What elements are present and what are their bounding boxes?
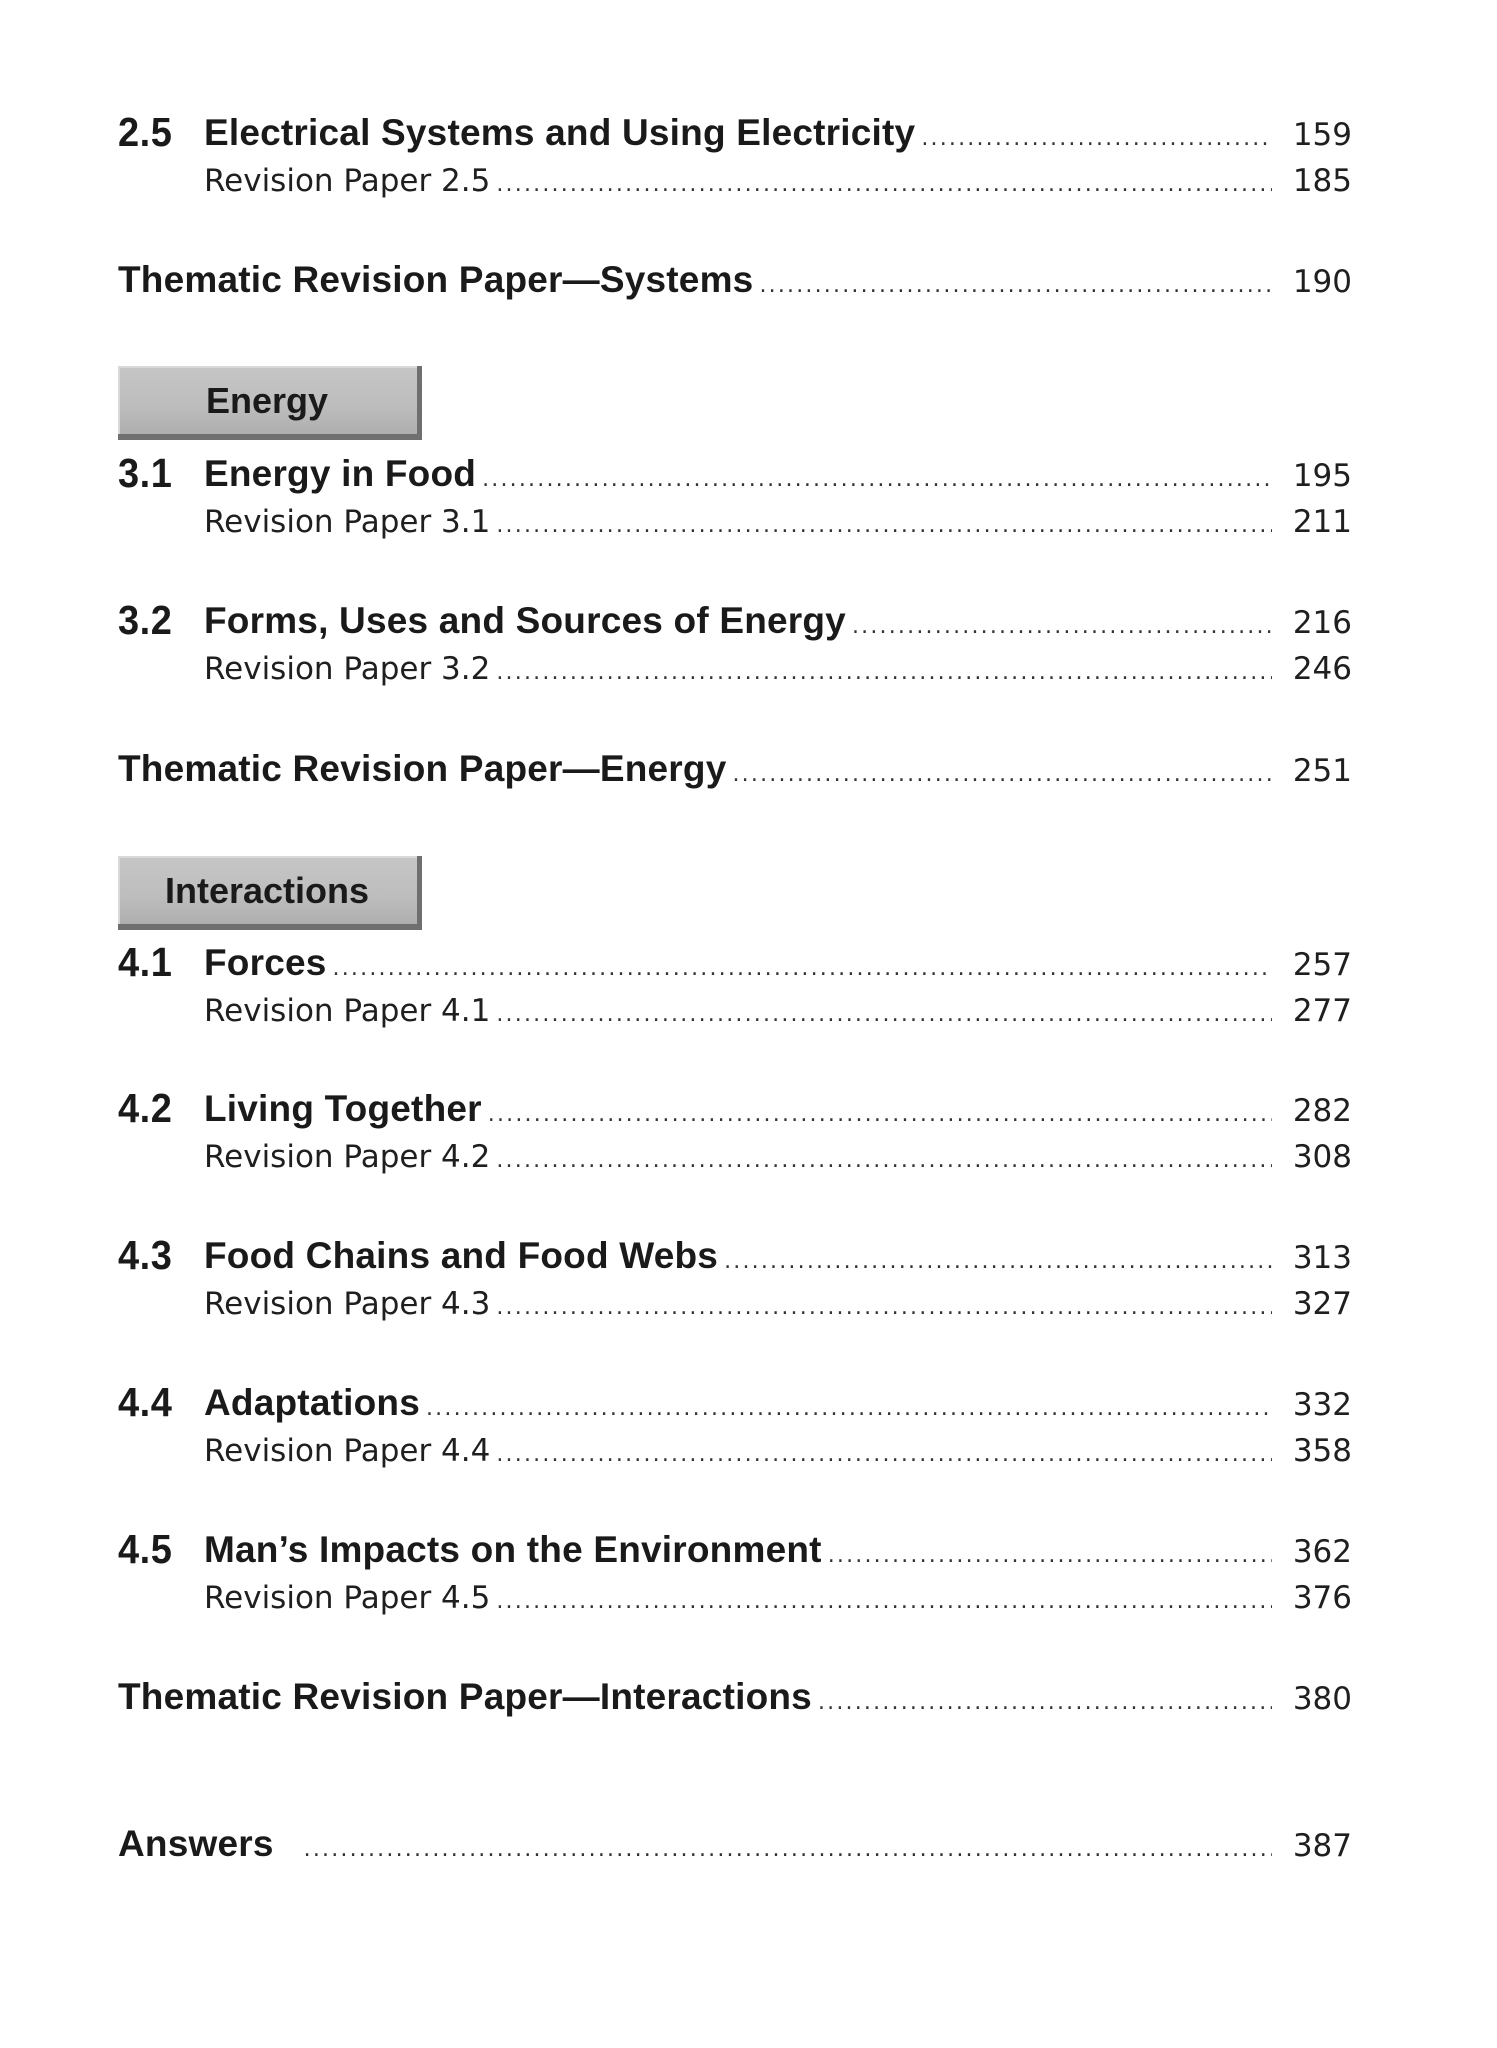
toc-entry-thematic-energy[interactable] bbox=[118, 748, 1352, 790]
toc-entry-3-1[interactable] bbox=[118, 453, 1352, 496]
toc-entry-4-3[interactable] bbox=[118, 1235, 1352, 1278]
toc-entry-thematic-interactions[interactable] bbox=[118, 1676, 1352, 1718]
toc-entry-4-4[interactable] bbox=[118, 1382, 1352, 1425]
dot-leader bbox=[496, 1148, 1272, 1173]
revision-title: Revision Paper 4.3 bbox=[204, 1286, 491, 1322]
dot-leader bbox=[304, 1837, 1272, 1862]
section-tab-energy: Energy bbox=[118, 366, 422, 440]
thematic-title: Thematic Revision Paper—Interactions bbox=[118, 1676, 812, 1717]
chapter-title: Energy in Food bbox=[204, 453, 477, 494]
chapter-title: Food Chains and Food Webs bbox=[204, 1235, 719, 1276]
chapter-number: 2.5 bbox=[118, 110, 173, 156]
section-tab-interactions: Interactions bbox=[118, 856, 422, 930]
dot-leader bbox=[732, 762, 1272, 787]
page-number: 327 bbox=[1292, 1286, 1352, 1322]
revision-title: Revision Paper 4.5 bbox=[204, 1580, 491, 1616]
dot-leader bbox=[852, 614, 1272, 639]
revision-title: Revision Paper 3.1 bbox=[204, 504, 491, 540]
toc-entry-4-2[interactable] bbox=[118, 1088, 1352, 1131]
toc-entry-revision-3-1[interactable] bbox=[118, 504, 1352, 540]
page-number: 190 bbox=[1292, 264, 1352, 300]
dot-leader bbox=[724, 1249, 1272, 1274]
toc-entry-thematic-systems[interactable] bbox=[118, 259, 1352, 301]
thematic-title: Thematic Revision Paper—Energy bbox=[118, 748, 727, 789]
chapter-title: Forces bbox=[204, 942, 327, 983]
dot-leader bbox=[496, 660, 1272, 685]
chapter-number: 4.2 bbox=[118, 1086, 173, 1132]
chapter-title: Living Together bbox=[204, 1088, 482, 1129]
chapter-title: Man’s Impacts on the Environment bbox=[204, 1529, 822, 1570]
chapter-title: Electrical Systems and Using Electricity bbox=[204, 112, 916, 153]
page-number: 257 bbox=[1292, 947, 1352, 983]
page-number: 251 bbox=[1292, 753, 1352, 789]
page-number: 332 bbox=[1292, 1387, 1352, 1423]
dot-leader bbox=[333, 956, 1272, 981]
chapter-number: 4.1 bbox=[118, 940, 173, 986]
revision-title: Revision Paper 4.2 bbox=[204, 1139, 491, 1175]
dot-leader bbox=[496, 1442, 1272, 1467]
toc-entry-4-5[interactable] bbox=[118, 1529, 1352, 1572]
chapter-title: Adaptations bbox=[204, 1382, 420, 1423]
toc-entry-3-2[interactable] bbox=[118, 600, 1352, 643]
dot-leader bbox=[828, 1543, 1272, 1568]
toc-entry-revision-3-2[interactable] bbox=[118, 651, 1352, 687]
thematic-title: Thematic Revision Paper—Systems bbox=[118, 259, 754, 300]
page-number: 246 bbox=[1292, 651, 1352, 687]
page-number: 159 bbox=[1292, 117, 1352, 153]
dot-leader bbox=[496, 172, 1272, 197]
dot-leader bbox=[496, 1589, 1272, 1614]
dot-leader bbox=[496, 1002, 1272, 1027]
page-number: 216 bbox=[1292, 605, 1352, 641]
page-number: 313 bbox=[1292, 1240, 1352, 1276]
page-number: 195 bbox=[1292, 458, 1352, 494]
dot-leader bbox=[496, 513, 1272, 538]
chapter-number: 3.2 bbox=[118, 598, 173, 644]
toc-entry-answers[interactable] bbox=[118, 1823, 1352, 1865]
page-number: 380 bbox=[1292, 1681, 1352, 1717]
answers-title: Answers bbox=[118, 1823, 274, 1864]
revision-title: Revision Paper 4.1 bbox=[204, 993, 491, 1029]
chapter-number: 4.3 bbox=[118, 1233, 173, 1279]
chapter-title: Forms, Uses and Sources of Energy bbox=[204, 600, 846, 641]
chapter-number: 4.4 bbox=[118, 1380, 173, 1426]
toc-entry-revision-4-5[interactable] bbox=[118, 1580, 1352, 1616]
dot-leader bbox=[426, 1396, 1272, 1421]
page-number: 362 bbox=[1292, 1534, 1352, 1570]
revision-title: Revision Paper 3.2 bbox=[204, 651, 491, 687]
revision-title: Revision Paper 2.5 bbox=[204, 163, 491, 199]
page-number: 282 bbox=[1292, 1093, 1352, 1129]
page-number: 211 bbox=[1292, 504, 1352, 540]
page-number: 277 bbox=[1292, 993, 1352, 1029]
toc-entry-4-1[interactable] bbox=[118, 942, 1352, 985]
dot-leader bbox=[488, 1102, 1272, 1127]
page-number: 185 bbox=[1292, 163, 1352, 199]
toc-entry-revision-4-3[interactable] bbox=[118, 1286, 1352, 1322]
page-number: 387 bbox=[1292, 1828, 1352, 1864]
toc-entry-2-5[interactable] bbox=[118, 112, 1352, 155]
toc-entry-revision-2-5[interactable] bbox=[118, 163, 1352, 199]
chapter-number: 4.5 bbox=[118, 1527, 173, 1573]
dot-leader bbox=[496, 1295, 1272, 1320]
dot-leader bbox=[482, 467, 1272, 492]
page-number: 308 bbox=[1292, 1139, 1352, 1175]
revision-title: Revision Paper 4.4 bbox=[204, 1433, 491, 1469]
dot-leader bbox=[921, 126, 1272, 151]
page-number: 358 bbox=[1292, 1433, 1352, 1469]
toc-entry-revision-4-1[interactable] bbox=[118, 993, 1352, 1029]
page-number: 376 bbox=[1292, 1580, 1352, 1616]
dot-leader bbox=[818, 1690, 1272, 1715]
toc-entry-revision-4-4[interactable] bbox=[118, 1433, 1352, 1469]
chapter-number: 3.1 bbox=[118, 451, 173, 497]
toc-entry-revision-4-2[interactable] bbox=[118, 1139, 1352, 1175]
dot-leader bbox=[759, 273, 1272, 298]
